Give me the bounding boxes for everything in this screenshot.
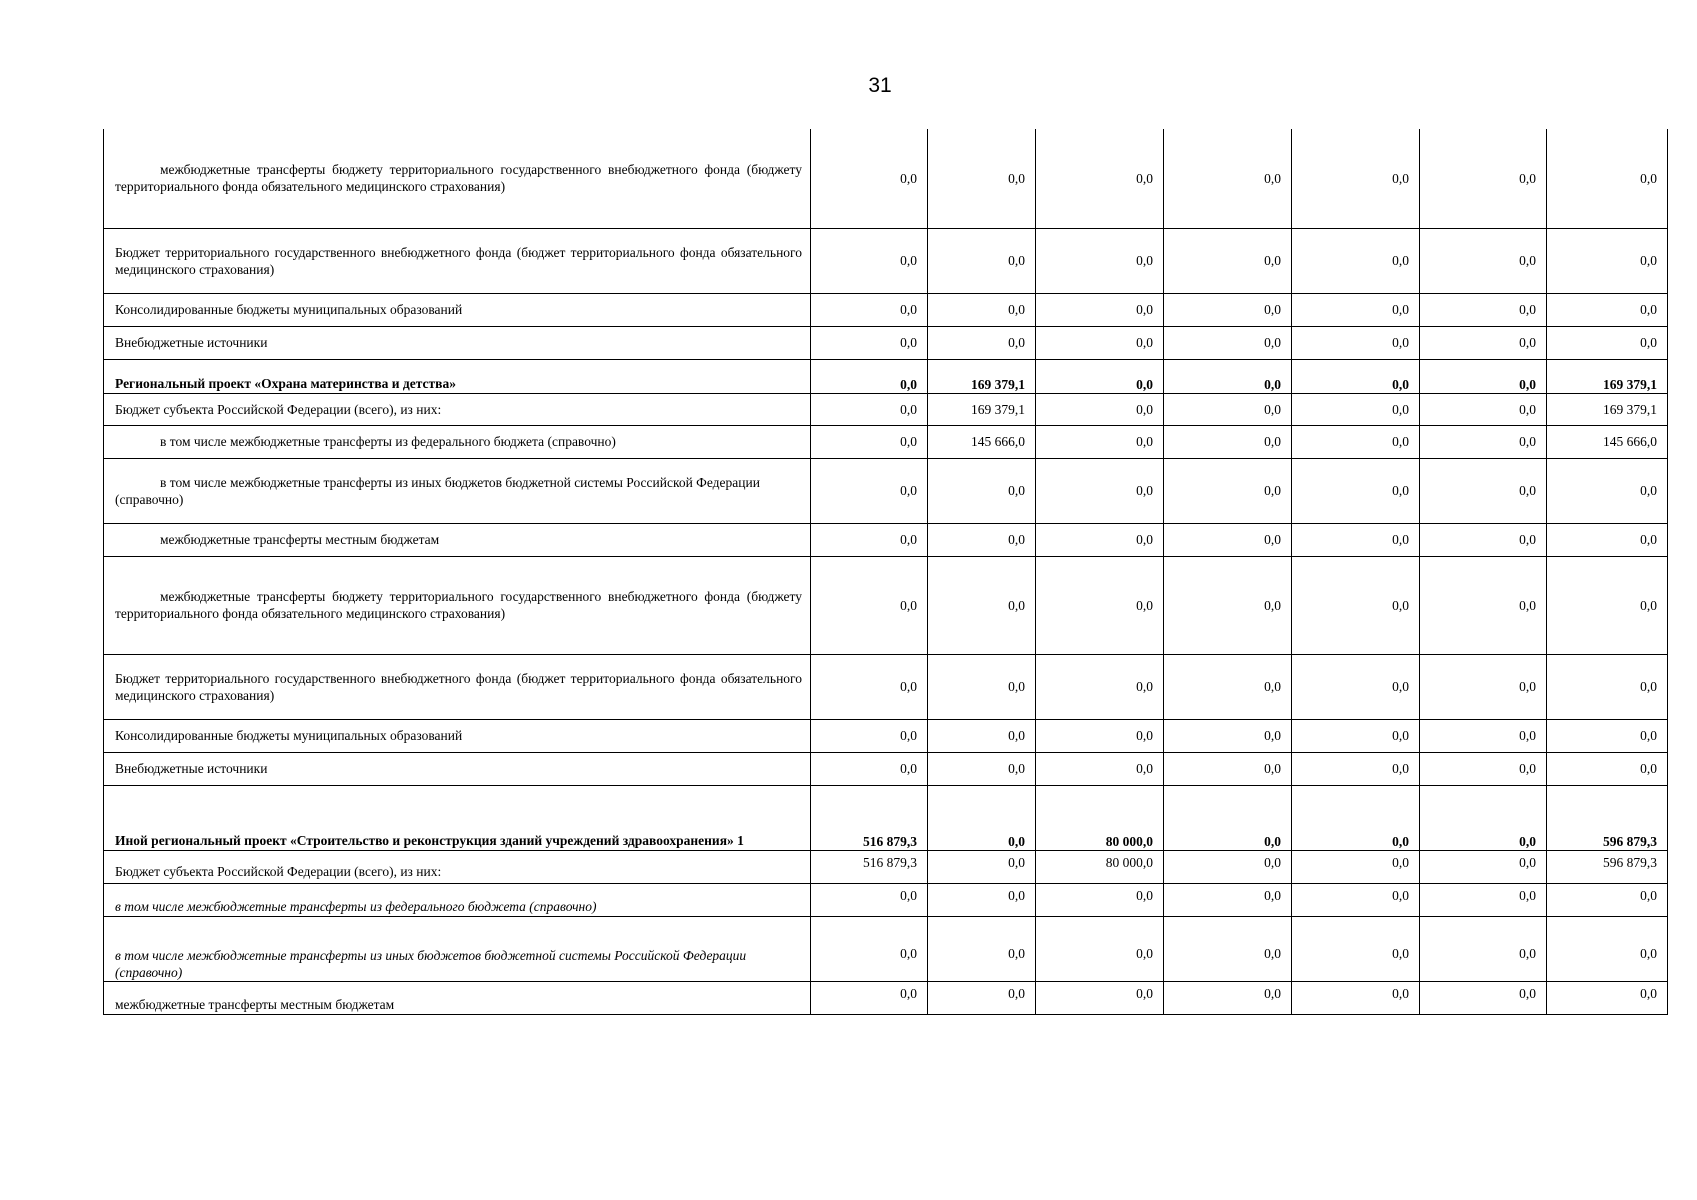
- cell-value: 0,0: [1420, 425, 1547, 458]
- cell-value: 0,0: [1420, 654, 1547, 719]
- cell-value: 0,0: [1036, 326, 1164, 359]
- cell-value: 0,0: [811, 359, 928, 393]
- cell-value: 0,0: [1036, 523, 1164, 556]
- table-row: [104, 523, 1668, 556]
- cell-value: 0,0: [1036, 393, 1164, 425]
- cell-value: 0,0: [1547, 916, 1668, 981]
- cell-value: 0,0: [1420, 359, 1547, 393]
- table-row: [104, 228, 1668, 293]
- cell-value: 0,0: [1547, 523, 1668, 556]
- table-row: [104, 293, 1668, 326]
- table-row: [104, 752, 1668, 785]
- cell-value: 596 879,3: [1547, 785, 1668, 850]
- cell-value: 0,0: [1547, 719, 1668, 752]
- cell-value: 0,0: [1292, 916, 1420, 981]
- cell-value: 145 666,0: [928, 425, 1036, 458]
- cell-value: 0,0: [811, 458, 928, 523]
- cell-value: 0,0: [1547, 883, 1668, 916]
- table-row: [104, 393, 1668, 425]
- cell-value: 0,0: [1420, 523, 1547, 556]
- cell-value: 0,0: [1164, 425, 1292, 458]
- cell-value: 0,0: [1036, 916, 1164, 981]
- table-row: [104, 785, 1668, 850]
- row-label: Внебюджетные источники: [104, 326, 811, 359]
- cell-value: 0,0: [1547, 556, 1668, 654]
- table-row: [104, 981, 1668, 1014]
- cell-value: 0,0: [811, 719, 928, 752]
- table-row: [104, 654, 1668, 719]
- cell-value: 0,0: [928, 883, 1036, 916]
- cell-value: 0,0: [1292, 785, 1420, 850]
- cell-value: 0,0: [1292, 556, 1420, 654]
- cell-value: 0,0: [1164, 719, 1292, 752]
- cell-value: 0,0: [1420, 556, 1547, 654]
- row-label: Бюджет территориального государственного внебюджетного фонда (бюджет территориального фонда обязательного медицинского страхования): [104, 654, 811, 719]
- cell-value: 0,0: [1420, 458, 1547, 523]
- cell-value: 0,0: [1036, 654, 1164, 719]
- cell-value: 0,0: [1547, 129, 1668, 228]
- cell-value: 516 879,3: [811, 850, 928, 883]
- cell-value: 0,0: [1292, 883, 1420, 916]
- row-label: Консолидированные бюджеты муниципальных образований: [104, 719, 811, 752]
- table-row: [104, 916, 1668, 981]
- cell-value: 0,0: [928, 719, 1036, 752]
- cell-value: 0,0: [928, 654, 1036, 719]
- cell-value: 0,0: [1292, 523, 1420, 556]
- cell-value: 0,0: [928, 326, 1036, 359]
- cell-value: 0,0: [811, 916, 928, 981]
- cell-value: 0,0: [1292, 293, 1420, 326]
- row-label: в том числе межбюджетные трансферты из федерального бюджета (справочно): [104, 425, 811, 458]
- row-label: в том числе межбюджетные трансферты из федерального бюджета (справочно): [104, 883, 811, 916]
- cell-value: 0,0: [1292, 129, 1420, 228]
- cell-value: 0,0: [928, 981, 1036, 1014]
- cell-value: 0,0: [1164, 359, 1292, 393]
- table-row: [104, 883, 1668, 916]
- row-label: Бюджет территориального государственного внебюджетного фонда (бюджет территориального фонда обязательного медицинского страхования): [104, 228, 811, 293]
- cell-value: 0,0: [1292, 326, 1420, 359]
- cell-value: 0,0: [1036, 129, 1164, 228]
- cell-value: 0,0: [1164, 458, 1292, 523]
- cell-value: 0,0: [928, 752, 1036, 785]
- row-label: межбюджетные трансферты бюджету территориального государственного внебюджетного фонда (бюджету территориального фонда обязательного медицинского страхования): [104, 556, 811, 654]
- cell-value: 0,0: [1420, 850, 1547, 883]
- cell-value: 0,0: [928, 458, 1036, 523]
- cell-value: 0,0: [1547, 326, 1668, 359]
- row-label: Бюджет субъекта Российской Федерации (всего), из них:: [104, 393, 811, 425]
- cell-value: 0,0: [1036, 458, 1164, 523]
- cell-value: 169 379,1: [928, 359, 1036, 393]
- cell-value: 0,0: [928, 785, 1036, 850]
- cell-value: 0,0: [1036, 425, 1164, 458]
- cell-value: 0,0: [1547, 293, 1668, 326]
- row-label: Консолидированные бюджеты муниципальных образований: [104, 293, 811, 326]
- cell-value: 0,0: [928, 129, 1036, 228]
- cell-value: 0,0: [1164, 916, 1292, 981]
- cell-value: 145 666,0: [1547, 425, 1668, 458]
- cell-value: 0,0: [1164, 129, 1292, 228]
- cell-value: 0,0: [1036, 883, 1164, 916]
- table-row: [104, 719, 1668, 752]
- cell-value: 0,0: [811, 425, 928, 458]
- cell-value: 0,0: [811, 883, 928, 916]
- cell-value: 0,0: [1420, 719, 1547, 752]
- cell-value: 0,0: [811, 523, 928, 556]
- cell-value: 0,0: [1292, 654, 1420, 719]
- cell-value: 516 879,3: [811, 785, 928, 850]
- cell-value: 0,0: [928, 293, 1036, 326]
- cell-value: 0,0: [811, 752, 928, 785]
- row-label: Региональный проект «Охрана материнства и детства»: [104, 359, 811, 393]
- cell-value: 0,0: [1164, 556, 1292, 654]
- cell-value: 0,0: [811, 129, 928, 228]
- cell-value: 0,0: [1420, 916, 1547, 981]
- cell-value: 0,0: [928, 556, 1036, 654]
- budget-table: [103, 129, 1668, 1015]
- cell-value: 0,0: [1420, 293, 1547, 326]
- cell-value: 0,0: [1164, 850, 1292, 883]
- cell-value: 0,0: [1036, 981, 1164, 1014]
- row-label: Иной региональный проект «Строительство и реконструкция зданий учреждений здравоохранения» 1: [104, 785, 811, 850]
- row-label: Бюджет субъекта Российской Федерации (всего), из них:: [104, 850, 811, 883]
- cell-value: 0,0: [811, 293, 928, 326]
- cell-value: 0,0: [1420, 785, 1547, 850]
- cell-value: 0,0: [928, 228, 1036, 293]
- cell-value: 0,0: [1036, 719, 1164, 752]
- cell-value: 596 879,3: [1547, 850, 1668, 883]
- cell-value: 0,0: [1036, 293, 1164, 326]
- table-row: [104, 326, 1668, 359]
- cell-value: 0,0: [811, 654, 928, 719]
- cell-value: 0,0: [1292, 719, 1420, 752]
- cell-value: 0,0: [1036, 556, 1164, 654]
- cell-value: 0,0: [1292, 228, 1420, 293]
- cell-value: 0,0: [1292, 425, 1420, 458]
- cell-value: 0,0: [1420, 326, 1547, 359]
- table-row: [104, 425, 1668, 458]
- row-label: в том числе межбюджетные трансферты из иных бюджетов бюджетной системы Российской Федерации (справочно): [104, 458, 811, 523]
- cell-value: 0,0: [1164, 981, 1292, 1014]
- cell-value: 0,0: [1164, 326, 1292, 359]
- cell-value: 0,0: [1292, 850, 1420, 883]
- cell-value: 0,0: [1547, 228, 1668, 293]
- cell-value: 0,0: [1164, 393, 1292, 425]
- table-row: [104, 556, 1668, 654]
- row-label: межбюджетные трансферты местным бюджетам: [104, 981, 811, 1014]
- cell-value: 0,0: [811, 326, 928, 359]
- cell-value: 0,0: [1292, 981, 1420, 1014]
- cell-value: 0,0: [1547, 458, 1668, 523]
- row-label: Внебюджетные источники: [104, 752, 811, 785]
- cell-value: 0,0: [1036, 228, 1164, 293]
- row-label: межбюджетные трансферты бюджету территориального государственного внебюджетного фонда (бюджету территориального фонда обязательного медицинского страхования): [104, 129, 811, 228]
- table-row: [104, 129, 1668, 228]
- table-row: [104, 850, 1668, 883]
- cell-value: 80 000,0: [1036, 785, 1164, 850]
- cell-value: 0,0: [811, 228, 928, 293]
- cell-value: 0,0: [811, 556, 928, 654]
- cell-value: 0,0: [1292, 359, 1420, 393]
- cell-value: 0,0: [1292, 393, 1420, 425]
- cell-value: 0,0: [1292, 458, 1420, 523]
- cell-value: 0,0: [1547, 752, 1668, 785]
- cell-value: 0,0: [1420, 883, 1547, 916]
- cell-value: 0,0: [928, 916, 1036, 981]
- cell-value: 0,0: [1164, 654, 1292, 719]
- cell-value: 0,0: [1036, 752, 1164, 785]
- cell-value: 0,0: [811, 981, 928, 1014]
- row-label: в том числе межбюджетные трансферты из иных бюджетов бюджетной системы Российской Федерации (справочно): [104, 916, 811, 981]
- cell-value: 0,0: [1420, 129, 1547, 228]
- cell-value: 80 000,0: [1036, 850, 1164, 883]
- cell-value: 0,0: [928, 523, 1036, 556]
- cell-value: 0,0: [928, 850, 1036, 883]
- cell-value: 0,0: [1420, 393, 1547, 425]
- cell-value: 0,0: [1164, 785, 1292, 850]
- cell-value: 169 379,1: [1547, 359, 1668, 393]
- table-row: [104, 458, 1668, 523]
- cell-value: 169 379,1: [1547, 393, 1668, 425]
- cell-value: 0,0: [1420, 981, 1547, 1014]
- table-row: [104, 359, 1668, 393]
- row-label: межбюджетные трансферты местным бюджетам: [104, 523, 811, 556]
- cell-value: 0,0: [1547, 981, 1668, 1014]
- cell-value: 0,0: [1164, 752, 1292, 785]
- cell-value: 0,0: [1164, 883, 1292, 916]
- page-number: 31: [868, 74, 892, 97]
- cell-value: 0,0: [1547, 654, 1668, 719]
- cell-value: 0,0: [1036, 359, 1164, 393]
- cell-value: 0,0: [1164, 293, 1292, 326]
- cell-value: 0,0: [811, 393, 928, 425]
- cell-value: 0,0: [1292, 752, 1420, 785]
- cell-value: 169 379,1: [928, 393, 1036, 425]
- cell-value: 0,0: [1420, 752, 1547, 785]
- cell-value: 0,0: [1420, 228, 1547, 293]
- cell-value: 0,0: [1164, 523, 1292, 556]
- cell-value: 0,0: [1164, 228, 1292, 293]
